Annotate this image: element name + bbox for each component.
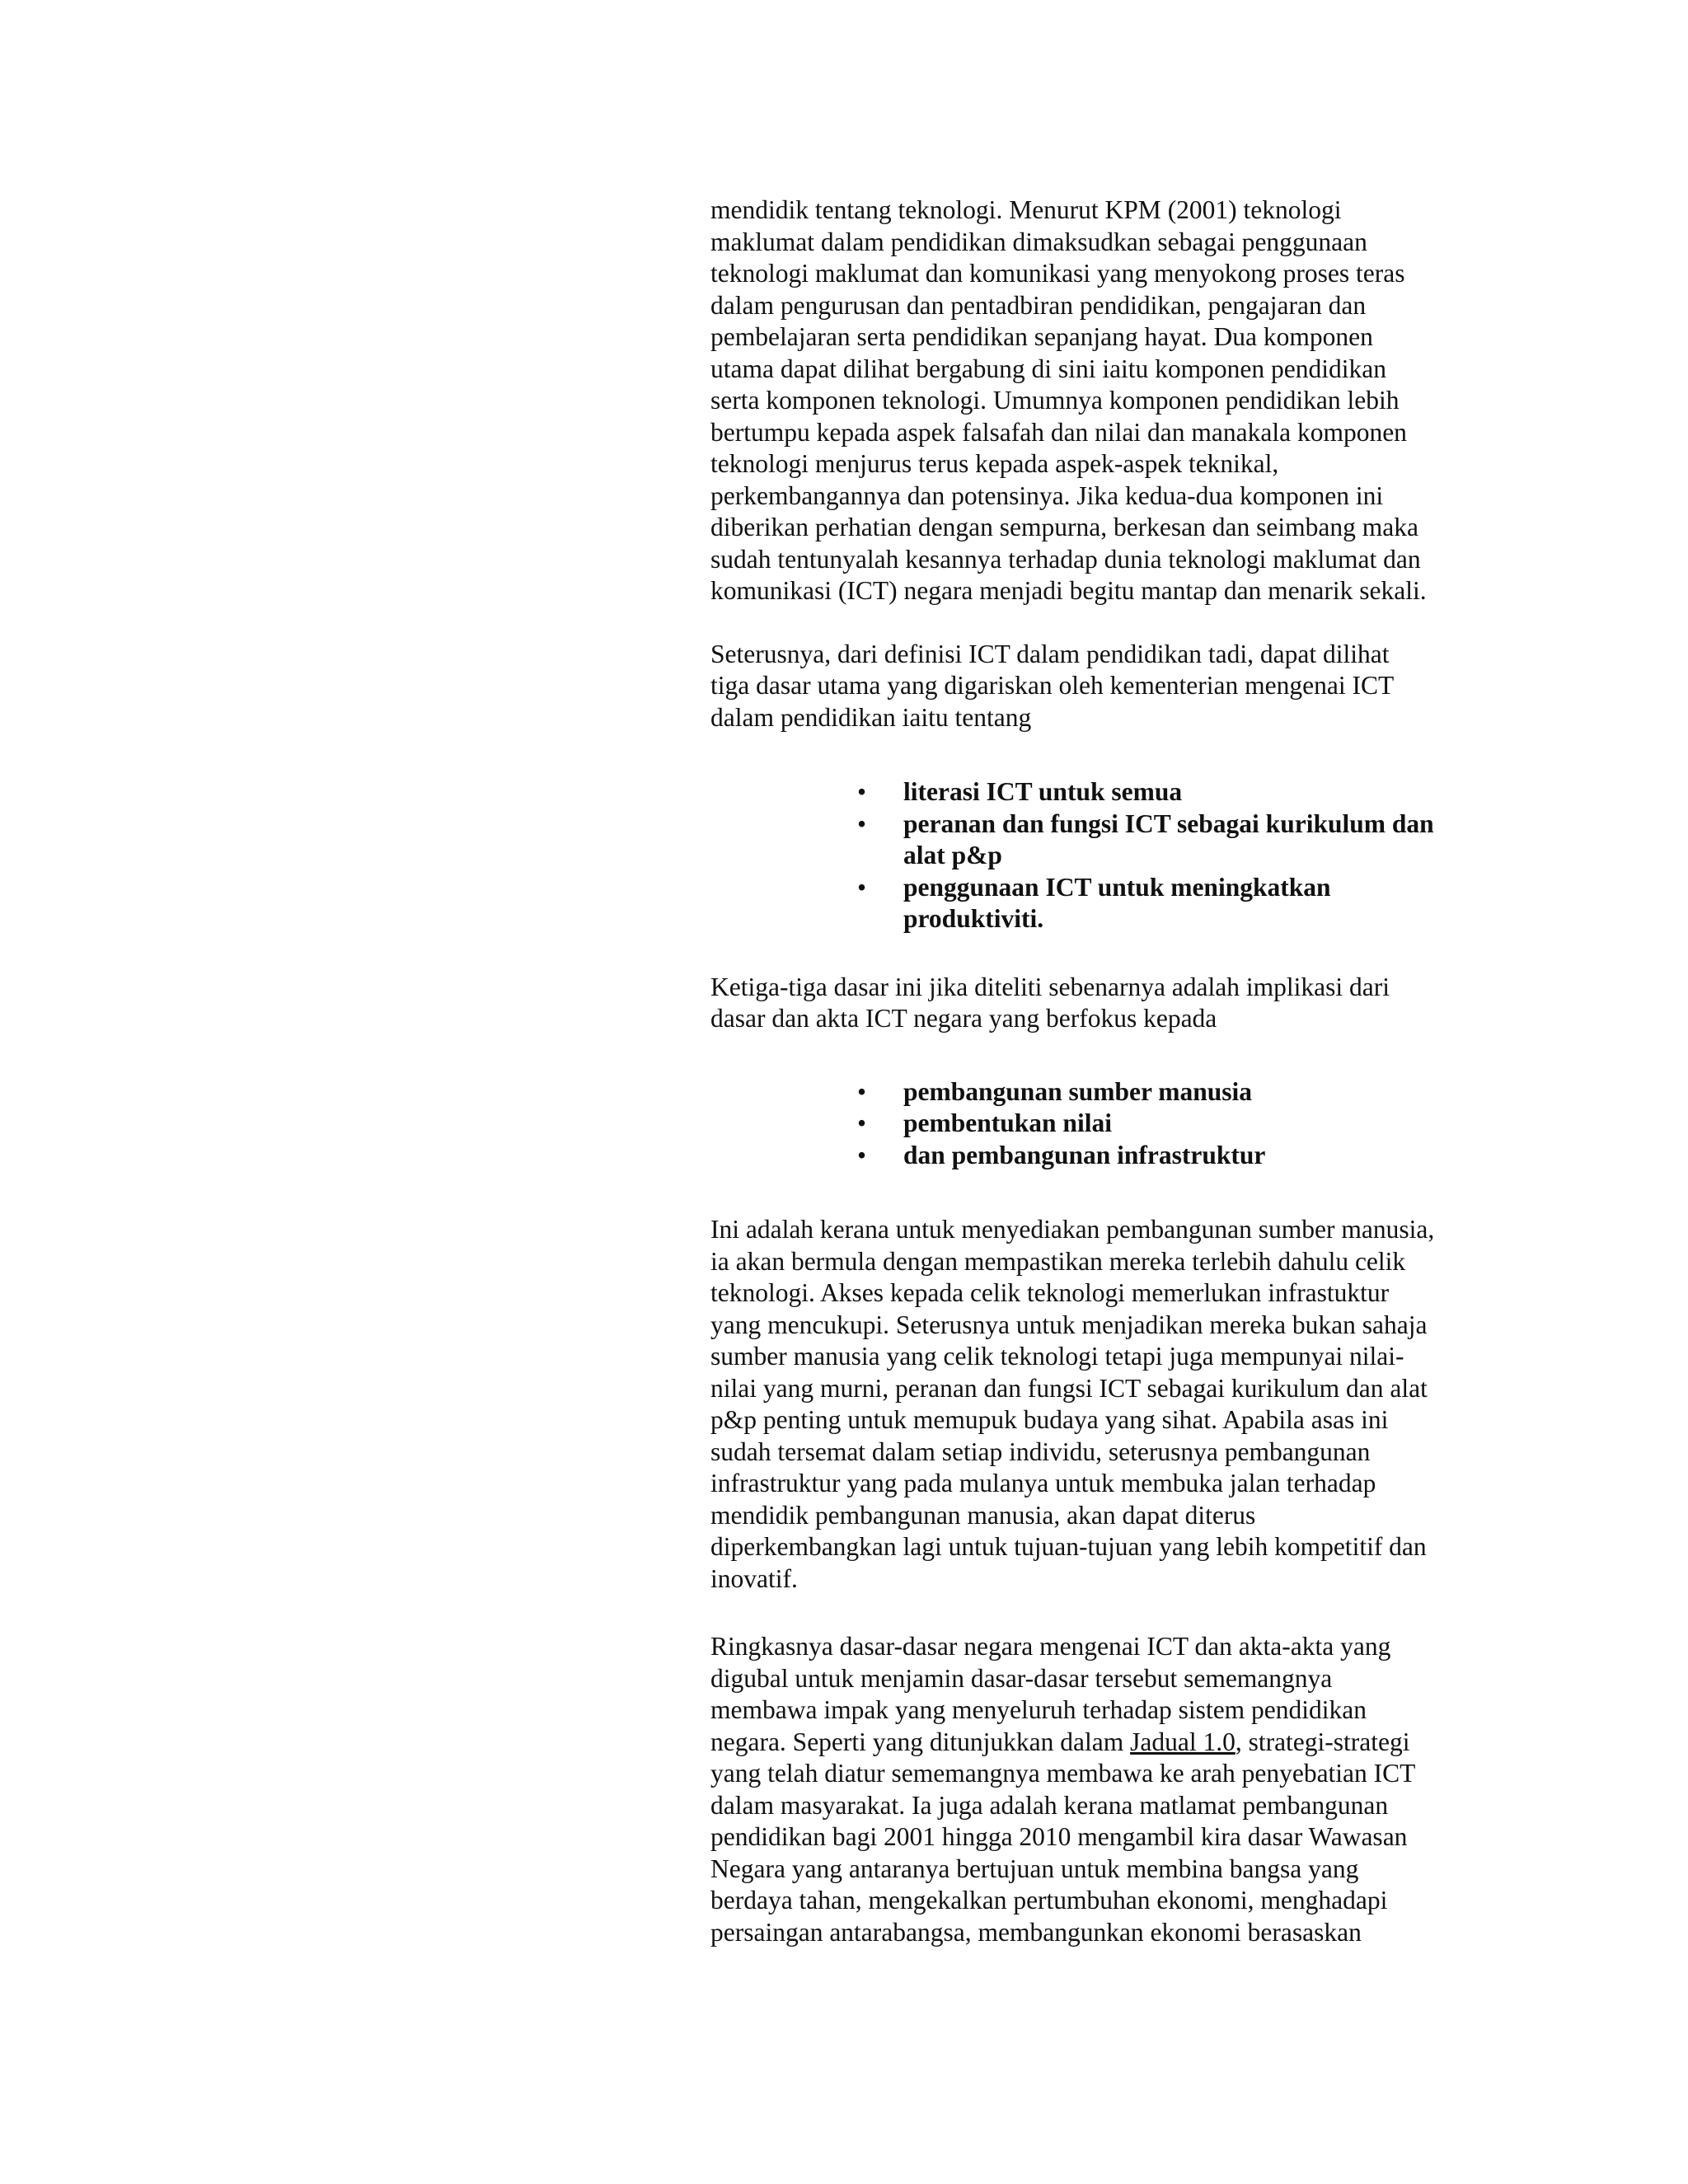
paragraph-summary bbox=[710, 1631, 1502, 1948]
text-line: Ringkasnya dasar-dasar negara mengenai ICT dan akta-akta yang bbox=[710, 1632, 1391, 1661]
list-item bbox=[710, 1108, 1502, 1140]
text-line: serta komponen teknologi. Umumnya komponen pendidikan lebih bbox=[710, 386, 1400, 415]
text-line: Ketiga-tiga dasar ini jika diteliti sebenarnya adalah implikasi dari bbox=[710, 972, 1390, 1001]
text-line: infrastruktur yang pada mulanya untuk membuka jalan terhadap bbox=[710, 1469, 1376, 1497]
text-line: p&p penting untuk memupuk budaya yang sihat. Apabila asas ini bbox=[710, 1405, 1389, 1434]
text-line: maklumat dalam pendidikan dimaksudkan sebagai penggunaan bbox=[710, 227, 1367, 256]
text-line: perkembangannya dan potensinya. Jika kedua-dua komponen ini bbox=[710, 480, 1384, 510]
paragraph-spacer bbox=[710, 1595, 1502, 1631]
link-line-suffix: , strategi-strategi bbox=[1235, 1727, 1410, 1756]
list-item bbox=[710, 808, 1502, 872]
text-line: membawa impak yang menyeluruh terhadap sistem pendidikan bbox=[710, 1695, 1367, 1724]
bullet-icon: • bbox=[857, 872, 867, 902]
bullet-icon: • bbox=[857, 1076, 867, 1106]
text-line: Seterusnya, dari definisi ICT dalam pendidikan tadi, dapat dilihat bbox=[710, 639, 1390, 668]
text-line: Negara yang antaranya bertujuan untuk membina bangsa yang bbox=[710, 1854, 1359, 1883]
text-line: teknologi. Akses kepada celik teknologi memerlukan infrastuktur bbox=[710, 1278, 1390, 1307]
list-item-text: literasi ICT untuk semua bbox=[903, 777, 1183, 806]
paragraph-spacer bbox=[710, 733, 1502, 776]
text-line: persaingan antarabangsa, membangunkan ekonomi berasaskan bbox=[710, 1917, 1362, 1947]
bullet-icon: • bbox=[857, 1140, 867, 1169]
text-line: diberikan perhatian dengan sempurna, berkesan dan seimbang maka bbox=[710, 513, 1418, 541]
link-line-prefix: negara. Seperti yang ditunjukkan dalam bbox=[710, 1727, 1131, 1756]
text-line-with-link bbox=[710, 1727, 1502, 1759]
text-line: yang telah diatur sememangnya membawa ke arah penyebatian ICT bbox=[710, 1759, 1416, 1788]
text-line: dalam masyarakat. Ia juga adalah kerana matlamat pembangunan bbox=[710, 1790, 1389, 1820]
list-item-text: penggunaan ICT untuk meningkatkan bbox=[903, 872, 1331, 902]
text-line: mendidik pembangunan manusia, akan dapat diterus bbox=[710, 1500, 1256, 1530]
text-line: digubal untuk menjamin dasar-dasar tersebut sememangnya bbox=[710, 1663, 1333, 1693]
list-item-text: produktiviti. bbox=[903, 904, 1044, 933]
text-line: komunikasi (ICT) negara menjadi begitu mantap dan menarik sekali. bbox=[710, 576, 1427, 605]
bullet-list-focus bbox=[710, 1076, 1502, 1172]
text-line: pembelajaran serta pendidikan sepanjang hayat. Dua komponen bbox=[710, 322, 1373, 351]
text-line: dasar dan akta ICT negara yang berfokus kepada bbox=[710, 1004, 1217, 1033]
text-line: sumber manusia yang celik teknologi tetapi juga mempunyai nilai- bbox=[710, 1342, 1404, 1371]
text-line: sudah tersemat dalam setiap individu, seterusnya pembangunan bbox=[710, 1436, 1371, 1466]
text-line: dalam pendidikan iaitu tentang bbox=[710, 702, 1032, 732]
text-line: utama dapat dilihat bergabung di sini iaitu komponen pendidikan bbox=[710, 354, 1386, 383]
document-page bbox=[710, 194, 1502, 1948]
paragraph-spacer bbox=[710, 1171, 1502, 1214]
text-line: ia akan bermula dengan mempastikan mereka terlebih dahulu celik bbox=[710, 1246, 1406, 1276]
list-item bbox=[710, 776, 1502, 808]
bullet-list-policies bbox=[710, 776, 1502, 935]
bullet-icon: • bbox=[857, 777, 867, 806]
text-line: bertumpu kepada aspek falsafah dan nilai dan manakala komponen bbox=[710, 417, 1407, 447]
text-line: mendidik tentang teknologi. Menurut KPM (2001) teknologi bbox=[710, 195, 1342, 224]
paragraph-implications bbox=[710, 972, 1502, 1035]
paragraph-spacer bbox=[710, 935, 1502, 972]
paragraph-three-policies-intro bbox=[710, 639, 1502, 734]
text-line: nilai yang murni, peranan dan fungsi ICT sebagai kurikulum dan alat bbox=[710, 1373, 1428, 1403]
text-line: berdaya tahan, mengekalkan pertumbuhan ekonomi, menghadapi bbox=[710, 1886, 1388, 1915]
text-line: inovatif. bbox=[710, 1563, 798, 1593]
text-line: dalam pengurusan dan pentadbiran pendidikan, pengajaran dan bbox=[710, 290, 1367, 320]
paragraph-human-resource bbox=[710, 1214, 1502, 1595]
text-line: diperkembangkan lagi untuk tujuan-tujuan yang lebih kompetitif dan bbox=[710, 1532, 1427, 1561]
list-item-text: alat p&p bbox=[903, 841, 1002, 869]
list-item bbox=[710, 1076, 1502, 1108]
table-reference-link[interactable]: Jadual 1.0 bbox=[1130, 1727, 1236, 1756]
bullet-icon: • bbox=[857, 808, 867, 838]
text-line: Ini adalah kerana untuk menyediakan pembangunan sumber manusia, bbox=[710, 1215, 1435, 1244]
paragraph-spacer bbox=[710, 607, 1502, 639]
list-item-text: pembentukan nilai bbox=[903, 1108, 1112, 1137]
paragraph-ict-definition bbox=[710, 194, 1502, 607]
list-item bbox=[710, 1140, 1502, 1172]
paragraph-spacer bbox=[710, 1035, 1502, 1076]
text-line: sudah tentunyalah kesannya terhadap dunia teknologi maklumat dan bbox=[710, 544, 1421, 574]
list-item-text: pembangunan sumber manusia bbox=[903, 1076, 1253, 1106]
list-item-text: dan pembangunan infrastruktur bbox=[903, 1140, 1266, 1169]
list-item bbox=[710, 872, 1502, 935]
text-line: tiga dasar utama yang digariskan oleh kementerian mengenai ICT bbox=[710, 671, 1395, 700]
text-line: teknologi maklumat dan komunikasi yang menyokong proses teras bbox=[710, 259, 1405, 288]
text-line: teknologi menjurus terus kepada aspek-aspek teknikal, bbox=[710, 449, 1279, 478]
text-line: pendidikan bagi 2001 hingga 2010 mengambil kira dasar Wawasan bbox=[710, 1822, 1408, 1851]
list-item-text: peranan dan fungsi ICT sebagai kurikulum dan bbox=[903, 808, 1434, 838]
bullet-icon: • bbox=[857, 1108, 867, 1137]
text-line: yang mencukupi. Seterusnya untuk menjadikan mereka bukan sahaja bbox=[710, 1310, 1428, 1339]
